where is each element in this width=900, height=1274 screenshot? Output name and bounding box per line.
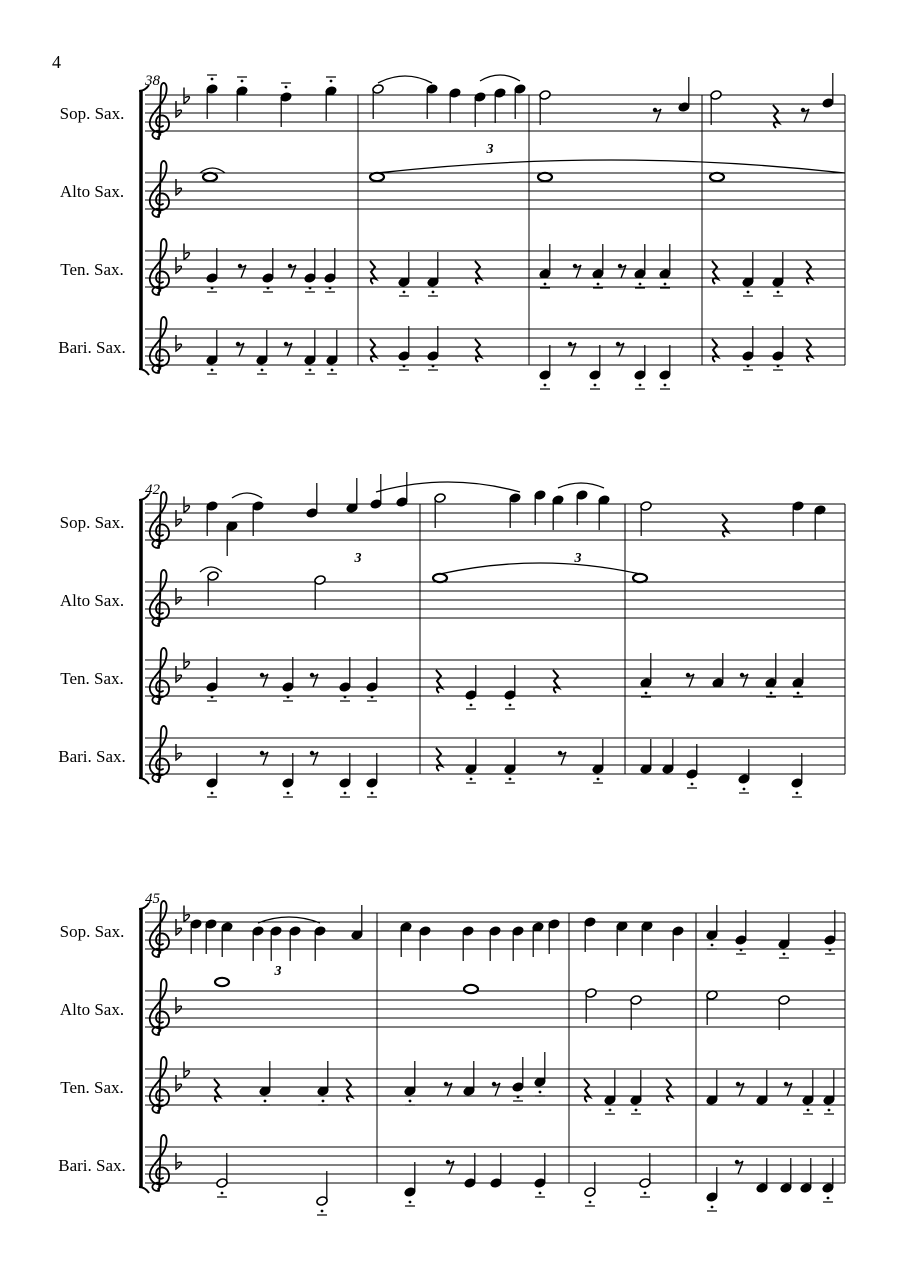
staccato-dot xyxy=(344,696,347,699)
staccato-dot xyxy=(639,384,642,387)
staff-ten-sax xyxy=(60,1057,845,1113)
staccato-dot xyxy=(807,1109,810,1112)
staccato-dot xyxy=(644,1192,647,1195)
quarter-rest-icon xyxy=(584,1079,590,1102)
flat-icon xyxy=(176,666,181,682)
staccato-dot xyxy=(287,792,290,795)
staccato-dot xyxy=(403,365,406,368)
staccato-dot xyxy=(211,369,214,372)
notes-system-1 xyxy=(200,73,845,389)
staccato-dot xyxy=(645,692,648,695)
quarter-rest-icon xyxy=(712,261,718,284)
staccato-dot xyxy=(827,1197,830,1200)
eighth-rest-icon xyxy=(688,674,694,687)
quarter-rest-icon xyxy=(370,339,376,362)
instrument-label: Bari. Sax. xyxy=(58,338,126,357)
flat-icon xyxy=(176,744,181,760)
quarter-rest-icon xyxy=(475,261,481,284)
treble-clef-icon xyxy=(150,161,169,217)
tuplet-number: 3 xyxy=(274,964,282,979)
eighth-rest-icon xyxy=(494,1083,500,1096)
staccato-dot xyxy=(287,696,290,699)
staccato-dot xyxy=(211,792,214,795)
quarter-rest-icon xyxy=(436,748,442,771)
measure-number: 42 xyxy=(145,482,160,498)
staccato-dot xyxy=(639,283,642,286)
instrument-label: Ten. Sax. xyxy=(60,260,124,279)
flat-icon xyxy=(176,335,181,351)
slur xyxy=(377,160,845,173)
staccato-dot xyxy=(829,949,832,952)
staccato-dot xyxy=(470,778,473,781)
staccato-dot xyxy=(594,384,597,387)
staccato-dot xyxy=(783,953,786,956)
staccato-dot xyxy=(797,692,800,695)
staccato-dot xyxy=(330,80,333,83)
flat-icon xyxy=(176,1153,181,1169)
staccato-dot xyxy=(409,1100,412,1103)
flat-icon xyxy=(176,919,181,935)
quarter-rest-icon xyxy=(806,339,812,362)
instrument-label: Alto Sax. xyxy=(59,1000,125,1019)
instrument-label: Alto Sax. xyxy=(59,182,125,201)
flat-icon xyxy=(176,257,181,273)
staccato-dot xyxy=(747,291,750,294)
staccato-dot xyxy=(711,1206,714,1209)
quarter-rest-icon xyxy=(806,261,812,284)
treble-clef-icon xyxy=(150,1135,169,1191)
treble-clef-icon xyxy=(150,1057,169,1113)
staff-ten-sax xyxy=(60,239,845,295)
staccato-dot xyxy=(321,1210,324,1213)
staff-alto-sax xyxy=(60,979,845,1035)
treble-clef-icon xyxy=(150,83,169,139)
eighth-rest-icon xyxy=(742,674,748,687)
whole-note xyxy=(370,173,384,181)
staccato-dot xyxy=(211,287,214,290)
treble-clef-icon xyxy=(150,979,169,1035)
staccato-dot xyxy=(609,1109,612,1112)
staccato-dot xyxy=(322,1100,325,1103)
staccato-dot xyxy=(711,944,714,947)
eighth-rest-icon xyxy=(618,343,624,356)
staccato-dot xyxy=(285,86,288,89)
staccato-dot xyxy=(432,365,435,368)
quarter-rest-icon xyxy=(475,339,481,362)
staccato-dot xyxy=(344,792,347,795)
bracket-hook xyxy=(139,1187,149,1193)
instrument-label: Bari. Sax. xyxy=(58,1156,126,1175)
staccato-dot xyxy=(261,369,264,372)
eighth-rest-icon xyxy=(262,752,268,765)
treble-clef-icon xyxy=(150,648,169,704)
eighth-rest-icon xyxy=(446,1083,452,1096)
flat-icon xyxy=(184,653,189,669)
staccato-dot xyxy=(221,1192,224,1195)
instrument-label: Ten. Sax. xyxy=(60,669,124,688)
staccato-dot xyxy=(747,365,750,368)
treble-clef-icon xyxy=(150,492,169,548)
eighth-rest-icon xyxy=(448,1161,454,1174)
whole-note xyxy=(710,173,724,181)
whole-note xyxy=(215,978,229,986)
system-1 xyxy=(58,73,845,375)
staccato-dot xyxy=(770,692,773,695)
eighth-rest-icon xyxy=(803,109,809,122)
quarter-rest-icon xyxy=(773,105,779,128)
quarter-rest-icon xyxy=(346,1079,352,1102)
instrument-label: Sop. Sax. xyxy=(59,104,125,123)
eighth-rest-icon xyxy=(312,752,318,765)
eighth-rest-icon xyxy=(312,674,318,687)
page-number: 4 xyxy=(52,52,61,72)
flat-icon xyxy=(184,244,189,260)
eighth-rest-icon xyxy=(570,343,576,356)
tuplet-number: 3 xyxy=(574,551,582,566)
quarter-rest-icon xyxy=(722,514,728,537)
flat-icon xyxy=(176,588,181,604)
measure-number: 38 xyxy=(145,73,160,89)
slur xyxy=(480,75,520,81)
whole-note xyxy=(433,574,447,582)
staccato-dot xyxy=(544,283,547,286)
staccato-dot xyxy=(828,1109,831,1112)
staccato-dot xyxy=(403,291,406,294)
treble-clef-icon xyxy=(150,570,169,626)
system-2 xyxy=(58,482,845,784)
system-3 xyxy=(58,891,845,1193)
staccato-dot xyxy=(691,783,694,786)
flat-icon xyxy=(184,88,189,104)
eighth-rest-icon xyxy=(560,752,566,765)
staccato-dot xyxy=(796,792,799,795)
quarter-rest-icon xyxy=(214,1079,220,1102)
staccato-dot xyxy=(597,778,600,781)
slur xyxy=(440,563,640,574)
staccato-dot xyxy=(470,704,473,707)
staff-alto-sax xyxy=(60,570,845,626)
staccato-dot xyxy=(241,80,244,83)
whole-note xyxy=(538,173,552,181)
notes-system-3 xyxy=(190,905,836,1215)
quarter-rest-icon xyxy=(436,670,442,693)
eighth-rest-icon xyxy=(738,1083,744,1096)
staccato-dot xyxy=(777,365,780,368)
staccato-dot xyxy=(309,369,312,372)
flat-icon xyxy=(176,997,181,1013)
eighth-rest-icon xyxy=(575,265,581,278)
tuplet-number: 3 xyxy=(354,551,362,566)
flat-icon xyxy=(184,497,189,513)
staccato-dot xyxy=(664,384,667,387)
eighth-rest-icon xyxy=(286,343,292,356)
eighth-rest-icon xyxy=(786,1083,792,1096)
staccato-dot xyxy=(539,1091,542,1094)
staccato-dot xyxy=(309,287,312,290)
quarter-rest-icon xyxy=(666,1079,672,1102)
eighth-rest-icon xyxy=(240,265,246,278)
staff-alto-sax xyxy=(60,161,845,217)
instrument-label: Alto Sax. xyxy=(59,591,125,610)
staccato-dot xyxy=(509,778,512,781)
quarter-rest-icon xyxy=(553,670,559,693)
slur xyxy=(200,567,222,572)
bracket-hook xyxy=(139,369,149,375)
tuplet-number: 3 xyxy=(486,142,494,157)
staccato-dot xyxy=(331,369,334,372)
whole-note xyxy=(633,574,647,582)
staccato-dot xyxy=(517,1096,520,1099)
staccato-dot xyxy=(635,1109,638,1112)
slur xyxy=(376,482,520,492)
staccato-dot xyxy=(409,1201,412,1204)
slur xyxy=(378,76,432,83)
instrument-label: Sop. Sax. xyxy=(59,513,125,532)
treble-clef-icon xyxy=(150,239,169,295)
treble-clef-icon xyxy=(150,901,169,957)
staff-bari-sax xyxy=(58,726,845,782)
staccato-dot xyxy=(740,949,743,952)
staccato-dot xyxy=(544,384,547,387)
staff-sop-sax xyxy=(60,901,845,957)
staccato-dot xyxy=(589,1201,592,1204)
staccato-dot xyxy=(597,283,600,286)
staff-ten-sax xyxy=(60,648,845,704)
slur xyxy=(232,493,262,498)
slur xyxy=(558,483,604,488)
eighth-rest-icon xyxy=(655,109,661,122)
treble-clef-icon xyxy=(150,317,169,373)
eighth-rest-icon xyxy=(262,674,268,687)
eighth-rest-icon xyxy=(737,1161,743,1174)
eighth-rest-icon xyxy=(620,265,626,278)
flat-icon xyxy=(184,906,189,922)
measure-number: 45 xyxy=(145,891,160,907)
staccato-dot xyxy=(267,287,270,290)
flat-icon xyxy=(176,101,181,117)
staccato-dot xyxy=(264,1100,267,1103)
staccato-dot xyxy=(509,704,512,707)
treble-clef-icon xyxy=(150,726,169,782)
notes-system-2 xyxy=(200,472,826,797)
flat-icon xyxy=(184,1062,189,1078)
instrument-label: Sop. Sax. xyxy=(59,922,125,941)
staccato-dot xyxy=(329,287,332,290)
instrument-label: Bari. Sax. xyxy=(58,747,126,766)
whole-note xyxy=(464,985,478,993)
flat-icon xyxy=(176,179,181,195)
staccato-dot xyxy=(743,788,746,791)
staccato-dot xyxy=(777,291,780,294)
staccato-dot xyxy=(664,283,667,286)
bracket-hook xyxy=(139,778,149,784)
staccato-dot xyxy=(211,78,214,81)
staccato-dot xyxy=(371,696,374,699)
eighth-rest-icon xyxy=(290,265,296,278)
flat-icon xyxy=(176,510,181,526)
eighth-rest-icon xyxy=(238,343,244,356)
flat-icon xyxy=(176,1075,181,1091)
staff-bari-sax xyxy=(58,317,845,373)
whole-note xyxy=(203,173,217,181)
quarter-rest-icon xyxy=(370,261,376,284)
staccato-dot xyxy=(211,696,214,699)
staccato-dot xyxy=(371,792,374,795)
staccato-dot xyxy=(432,291,435,294)
staccato-dot xyxy=(539,1192,542,1195)
quarter-rest-icon xyxy=(712,339,718,362)
instrument-label: Ten. Sax. xyxy=(60,1078,124,1097)
